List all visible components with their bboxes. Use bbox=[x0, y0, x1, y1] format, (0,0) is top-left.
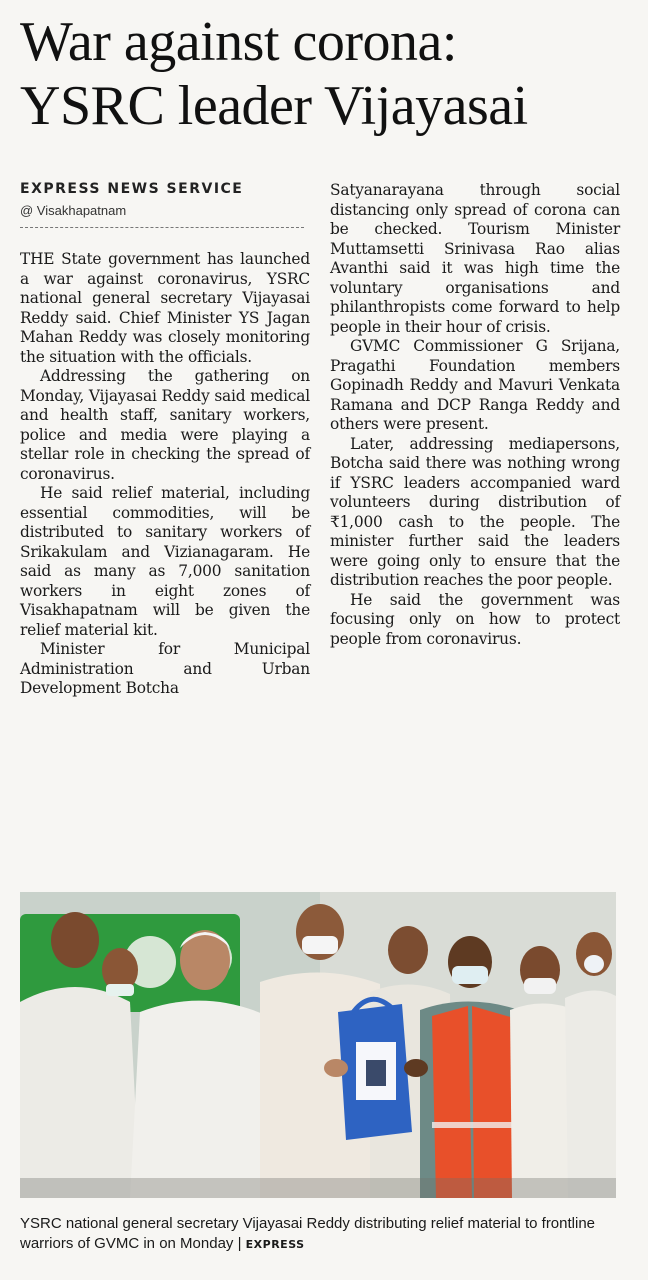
article-column-right bbox=[330, 181, 620, 649]
paragraph: Later, addressing mediapersons, Botcha said there was nothing wrong if YSRC leaders accompanied ward volunteers during distribution of ₹1,000 cash to the people. The minister further said the leaders were going only to ensure that the distribution reaches the poor people. bbox=[330, 434, 620, 589]
paragraph: He said the government was focusing only on how to protect people from coronavirus. bbox=[330, 590, 620, 648]
paragraph: THE State government has launched a war against coronavirus, YSRC national general secretary Vijayasai Reddy said. Chief Minister YS Jagan Mahan Reddy was closely monitoring the situation with the officials. bbox=[20, 250, 310, 366]
article-column-left bbox=[20, 250, 310, 699]
paragraph: Minister for Municipal Administration and Urban Development Botcha bbox=[20, 640, 310, 697]
caption-text: YSRC national general secretary Vijayasai Reddy distributing relief material to frontline warriors of GVMC in on Monday | bbox=[20, 1215, 596, 1252]
photo-illustration bbox=[20, 892, 616, 1198]
news-photo bbox=[20, 892, 616, 1198]
headline bbox=[20, 10, 632, 138]
photo-caption bbox=[20, 1214, 632, 1255]
headline-line-1: War against corona: bbox=[20, 11, 457, 73]
byline-agency: EXPRESS NEWS SERVICE bbox=[20, 181, 244, 197]
photo-credit: EXPRESS bbox=[245, 1238, 305, 1251]
paragraph: He said relief material, including essential commodities, will be distributed to sanitary workers of Srikakulam and Vizianagaram. He said as many as 7,000 sanitation workers in eight zones of Visakhapatnam will be given the relief material kit. bbox=[20, 484, 310, 639]
paragraph-continuation: Satyanarayana through social distancing only spread of corona can be checked. Tourism Minister Muttamsetti Srinivasa Rao alias Avanthi said it was high time the voluntary organisations and philanthropists come forward to help people in their hour of crisis. bbox=[330, 181, 620, 336]
paragraph: Addressing the gathering on Monday, Vijayasai Reddy said medical and health staff, sanitary workers, police and media were playing a stellar role in checking the spread of coronavirus. bbox=[20, 367, 310, 483]
byline-place: @ Visakhapatnam bbox=[20, 203, 127, 218]
byline-divider bbox=[20, 227, 304, 228]
headline-line-2: YSRC leader Vijayasai bbox=[20, 75, 528, 137]
paragraph: GVMC Commissioner G Srijana, Pragathi Foundation members Gopinadh Reddy and Mavuri Venkata Ramana and DCP Ranga Reddy and others were present. bbox=[330, 337, 620, 433]
